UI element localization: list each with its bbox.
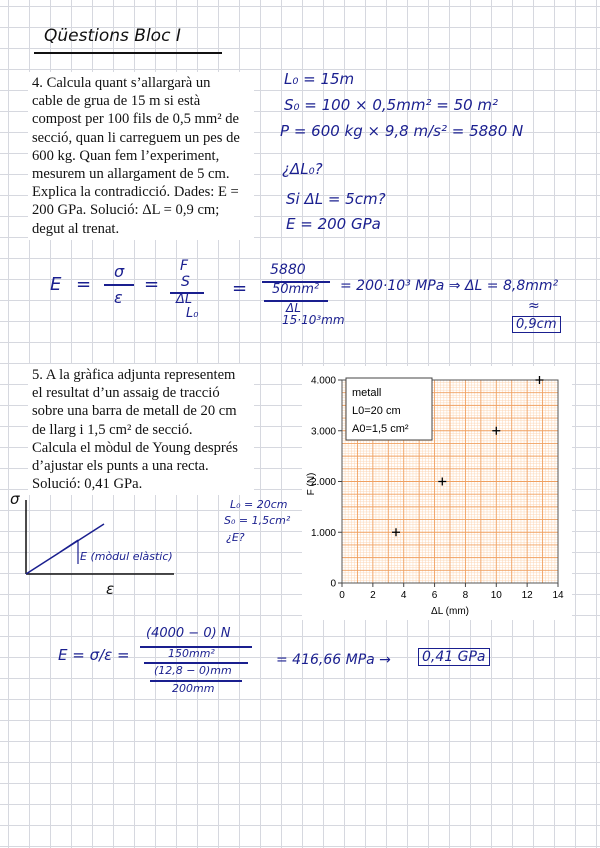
y-tick-label: 1.000	[310, 527, 336, 539]
q4-formula-approx: ≈	[528, 298, 540, 314]
q4-formula-eq3: =	[232, 278, 248, 299]
q4-note-p: P = 600 kg × 9,8 m/s² = 5880 N	[280, 122, 524, 140]
q5-note-s0: S₀ = 1,5cm²	[224, 514, 291, 527]
page-title: Qüestions Bloc I	[44, 26, 181, 46]
q4-formula-eq1: =	[76, 274, 92, 295]
q4-line: Explica la contradicció. Dades: E =	[32, 184, 239, 201]
legend-line: metall	[352, 387, 382, 399]
y-tick-label: 2.000	[310, 477, 336, 488]
legend-line: L0=20 cm	[352, 405, 401, 417]
q5-line: Solució: 0,41 GPa.	[32, 476, 143, 493]
data-point	[438, 478, 446, 486]
q4-line: 200 GPa. Solució: ΔL = 0,9 cm;	[32, 202, 220, 219]
q5-line: de llarg i 1,5 cm² de secció.	[32, 421, 193, 438]
y-tick-label: 3.000	[310, 426, 336, 438]
q4-line: cable de grua de 15 m si està	[32, 93, 201, 110]
chart-legend	[346, 378, 432, 440]
q4-note-si: Si ΔL = 5cm?	[286, 190, 386, 208]
q4-formula-F: F	[180, 258, 189, 274]
q4-formula-rhs: = 200·10³ MPa ⇒ ΔL = 8,8mm²	[340, 278, 559, 294]
q4-line: degut al trenat.	[32, 220, 120, 237]
q4-formula-eq2: =	[144, 274, 160, 295]
q5-line: sobre una barra de metall de 20 cm	[32, 403, 237, 420]
x-tick-label: 0	[339, 590, 345, 601]
q5-formula-num2: (12,8 − 0)mm	[154, 664, 232, 677]
q4-formula-num: 5880	[270, 262, 306, 278]
force-extension-chart	[302, 366, 572, 620]
y-tick-label: 0	[330, 578, 336, 590]
q5-formula-lhs: E = σ/ε =	[58, 646, 130, 664]
q4-formula-eps: ε	[114, 288, 123, 307]
q5-note-question: ¿E?	[226, 531, 245, 544]
q5-formula-rhs: = 416,66 MPa →	[276, 652, 391, 668]
q4-formula-L0: L₀	[186, 306, 199, 321]
q5-formula-num1: (4000 − 0) N	[146, 626, 231, 641]
x-tick-label: 14	[552, 590, 564, 601]
q4-note-l0: L₀ = 15m	[284, 70, 355, 88]
q5-line: 5. A la gràfica adjunta representem	[32, 367, 236, 383]
q5-line: el resultat d’un assaig de tracció	[32, 385, 220, 402]
x-axis	[339, 583, 564, 601]
sketch-sigma: σ	[10, 490, 20, 508]
title-underline	[34, 52, 222, 54]
y-tick-label: 4.000	[310, 375, 336, 387]
q4-note-e: E = 200 GPa	[286, 215, 381, 233]
q5-line: d’ajustar els punts a una recta.	[32, 458, 209, 475]
x-axis-label: ΔL (mm)	[431, 606, 469, 617]
x-tick-label: 12	[521, 590, 533, 601]
y-axis-label: F (N)	[306, 472, 317, 496]
q5-formula-den2: 200mm	[172, 682, 215, 695]
q5-answer-box: 0,41 GPa	[418, 648, 490, 666]
q4-formula-dL2: ΔL	[286, 301, 301, 315]
q4-note-question: ¿ΔL₀?	[282, 160, 323, 178]
data-point	[392, 528, 400, 536]
q5-note-l0: L₀ = 20cm	[230, 498, 288, 511]
q4-formula-dL: ΔL	[176, 292, 193, 307]
sketch-triangle	[60, 540, 78, 552]
question-5-text	[28, 364, 254, 495]
q4-formula-sigma: σ	[114, 262, 125, 281]
question-4-text	[28, 72, 254, 240]
x-tick-label: 6	[431, 590, 438, 601]
q4-line: secció, quan li carreguem un pes de	[32, 129, 240, 146]
q4-line: compost per 100 fils de 0,5 mm² de	[32, 111, 240, 128]
q4-formula-S: S	[181, 274, 190, 290]
q4-note-s0: S₀ = 100 × 0,5mm² = 50 m²	[284, 96, 499, 114]
q4-formula-den1: 50mm²	[272, 282, 320, 297]
legend-line: A0=1,5 cm²	[352, 423, 409, 435]
x-tick-label: 10	[490, 590, 502, 601]
q4-line: mesurem un allargament de 5 cm.	[32, 166, 230, 183]
q5-line: Calcula el mòdul de Young després	[32, 439, 238, 456]
q4-answer-box: 0,9cm	[512, 316, 561, 333]
x-tick-label: 2	[370, 590, 376, 601]
data-point	[492, 427, 500, 435]
sketch-label: E (mòdul elàstic)	[80, 550, 173, 563]
sketch-eps: ε	[106, 580, 115, 598]
x-tick-label: 4	[400, 590, 407, 601]
q4-line: 600 kg. Quan fem l’experiment,	[32, 147, 220, 164]
q4-formula-lhs: E	[50, 274, 62, 295]
q5-formula-den1: 150mm²	[168, 647, 215, 660]
page-header	[44, 26, 181, 46]
q4-formula-den2: 15·10³mm	[282, 313, 345, 327]
q4-line: 4. Calcula quant s’allargarà un	[32, 75, 211, 91]
x-tick-label: 8	[462, 590, 469, 601]
fraction-bar	[104, 284, 134, 286]
